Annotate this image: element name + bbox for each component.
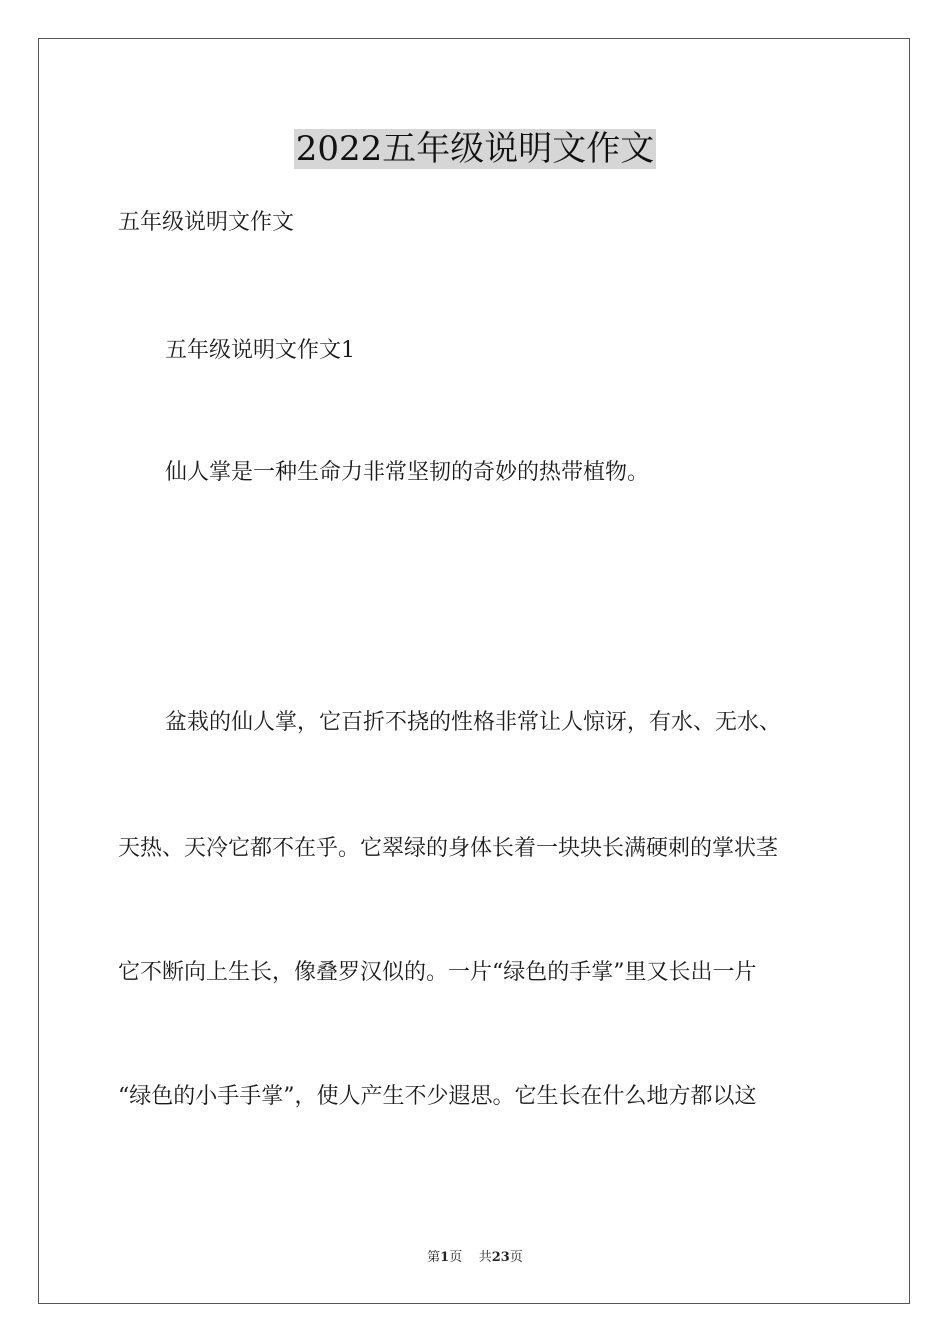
footer-page-prefix: 第 xyxy=(427,1250,441,1265)
document-title: 2022五年级说明文作文 xyxy=(295,129,655,169)
page-footer xyxy=(0,1246,950,1265)
paragraph-line: 盆栽的仙人掌，它百折不挠的性格非常让人惊讶，有水、无水、 xyxy=(165,710,782,735)
section-heading: 五年级说明文作文1 xyxy=(165,338,355,363)
document-title-container xyxy=(0,126,950,172)
footer-page-number: 1 xyxy=(440,1250,450,1265)
paragraph-line: 仙人掌是一种生命力非常坚韧的奇妙的热带植物。 xyxy=(165,460,650,485)
document-subtitle: 五年级说明文作文 xyxy=(118,210,295,235)
paragraph-line: “绿色的小手手掌”，使人产生不少遐思。它生长在什么地方都以这 xyxy=(118,1084,757,1109)
footer-total-prefix: 共 xyxy=(478,1250,492,1265)
footer-total-suffix: 页 xyxy=(509,1250,523,1265)
paragraph-line: 天热、天冷它都不在乎。它翠绿的身体长着一块块长满硬刺的掌状茎 xyxy=(118,836,779,861)
footer-page-suffix: 页 xyxy=(449,1250,463,1265)
footer-total-pages: 23 xyxy=(491,1250,510,1265)
paragraph-line: 它不断向上生长，像叠罗汉似的。一片“绿色的手掌”里又长出一片 xyxy=(118,960,757,985)
